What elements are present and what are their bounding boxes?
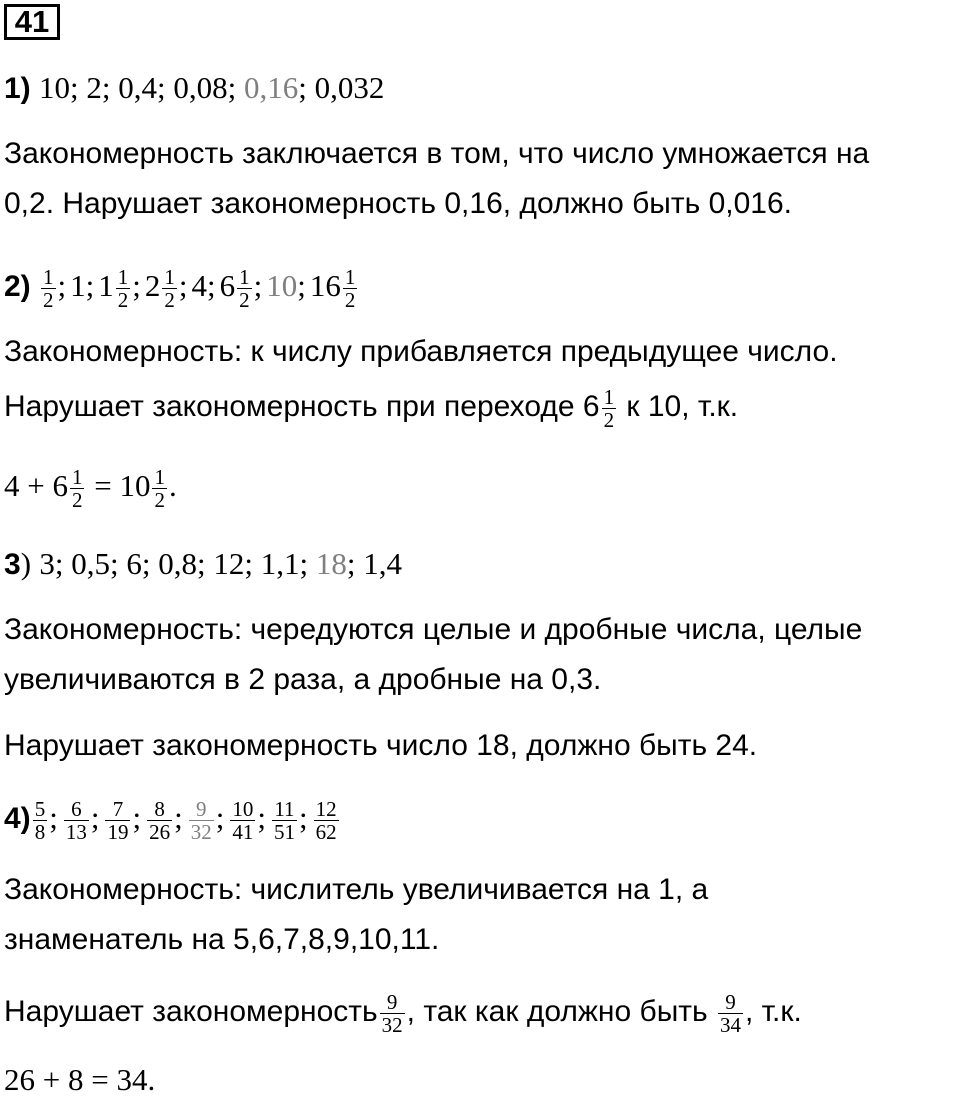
- part2-term: [70, 268, 86, 303]
- part2-fraction-num: 1: [117, 265, 129, 290]
- task-number-badge: 41: [4, 4, 60, 40]
- part3-label: 3: [4, 548, 21, 581]
- part4-wrong-fraction: $\frac{9}{32}$: [381, 989, 403, 1037]
- part2-fraction-num: 1: [344, 265, 356, 290]
- part2-explanation-fraction: $\frac{1}{2}$: [603, 384, 615, 432]
- part4-fractions: [31, 796, 341, 844]
- separator: ;: [90, 800, 100, 835]
- separator: ;: [215, 800, 225, 835]
- part4-fraction-num: 11: [274, 796, 295, 821]
- separator: ;: [298, 800, 308, 835]
- part4-fraction-num: 6: [71, 796, 82, 821]
- part4-fraction-den: 62: [315, 819, 337, 844]
- part4-explanation-1: Закономерность: числитель увеличивается на 1, а: [4, 873, 709, 906]
- part3-number: 1,4: [363, 546, 402, 581]
- part3-explanation-1: Закономерность: чередуются целые и дробные числа, целые: [4, 613, 863, 646]
- part4-explanation-2: знаменатель на 5,6,7,8,9,10,11.: [4, 923, 440, 956]
- part4-fraction-num: 9: [195, 796, 207, 821]
- separator: ;: [174, 800, 183, 835]
- part1-numbers: [39, 70, 384, 105]
- separator: ;: [196, 546, 214, 581]
- part1-sequence: [4, 70, 384, 107]
- part3-number: 18: [315, 546, 347, 581]
- separator: ;: [299, 546, 316, 581]
- part4-sequence: [4, 792, 341, 845]
- part1-label: 1): [4, 72, 31, 105]
- part2-explanation-1: Закономерность: к числу прибавляется предыдущее число.: [4, 335, 838, 368]
- separator: ;: [57, 268, 67, 303]
- separator: ;: [298, 70, 315, 105]
- part2-explanation-2: [4, 384, 738, 431]
- part1-number: 10: [39, 70, 71, 105]
- part4-fraction-num: 7: [112, 796, 124, 821]
- part2-label: 2): [4, 270, 31, 303]
- part3-numbers: [39, 546, 402, 581]
- equation-right-fraction: $\frac{1}{2}$: [154, 465, 165, 513]
- part3-number: 3: [39, 546, 55, 581]
- part1-explanation-1: Закономерность заключается в том, что число умножается на: [4, 137, 870, 170]
- part2-fraction-den: 2: [43, 288, 54, 313]
- part2-term: [192, 268, 208, 303]
- part4-fraction-num: 10: [232, 796, 254, 821]
- part4-fraction-den: 19: [107, 819, 129, 844]
- separator: ;: [178, 268, 188, 303]
- equation-middle: = 10: [94, 468, 151, 503]
- part4-fraction: [314, 798, 339, 843]
- part2-term: [309, 265, 360, 313]
- part4-fraction: [33, 798, 48, 843]
- part4-explanation-3-tail: , т.к.: [744, 995, 802, 1028]
- part2-fraction-num: 1: [239, 265, 250, 290]
- part2-fraction-num: 1: [43, 265, 54, 290]
- part4-fraction-num: 5: [34, 796, 46, 821]
- separator: ;: [109, 546, 127, 581]
- part4-fraction: [189, 798, 214, 843]
- part2-fraction-den: 2: [117, 288, 129, 313]
- separator: ;: [54, 546, 72, 581]
- separator: ;: [157, 70, 174, 105]
- separator: ;: [70, 70, 87, 105]
- part4-explanation-3-middle: , так как должно быть: [406, 995, 708, 1028]
- part4-label: 4): [4, 802, 31, 835]
- part2-whole: 2: [144, 268, 161, 303]
- part4-right-fraction: $\frac{9}{34}$: [719, 989, 741, 1037]
- part4-fraction-den: 41: [232, 819, 254, 844]
- separator: ;: [297, 268, 306, 303]
- equation-left-fraction: $\frac{1}{2}$: [71, 465, 83, 513]
- part2-equation: [4, 462, 177, 511]
- separator: ;: [49, 800, 58, 835]
- part2-whole: 1: [70, 268, 86, 303]
- part4-fraction: [272, 798, 297, 843]
- part2-fraction: [162, 266, 177, 311]
- separator: ;: [101, 70, 119, 105]
- part2-whole: 4: [191, 268, 208, 303]
- part2-fraction: [116, 266, 131, 311]
- separator: ;: [132, 268, 141, 303]
- part4-fraction: [105, 798, 130, 843]
- part2-whole: 10: [266, 268, 298, 303]
- separator: ;: [85, 268, 95, 303]
- part2-fraction-den: 2: [239, 288, 250, 313]
- part2-explanation-2-tail: к 10, т.к.: [626, 390, 739, 423]
- part2-sequence: [4, 262, 359, 311]
- part1-number: 2: [86, 70, 102, 105]
- part4-explanation-3-text: Нарушает закономерность: [4, 995, 378, 1028]
- part2-fraction: [41, 266, 56, 311]
- part4-fraction-den: 32: [190, 819, 212, 844]
- part3-number: 6: [126, 546, 142, 581]
- separator: ;: [346, 546, 364, 581]
- part2-fraction: [343, 266, 358, 311]
- part2-numbers: [39, 265, 359, 313]
- part2-fraction: [237, 266, 252, 311]
- separator: ;: [227, 70, 245, 105]
- part1-number: 0,4: [118, 70, 158, 105]
- part2-term: [39, 265, 58, 313]
- part1-number: 0,032: [314, 70, 385, 105]
- part2-whole: 6: [219, 268, 236, 303]
- equation-end: .: [168, 468, 177, 503]
- separator: ;: [207, 268, 216, 303]
- part3-number: 0,5: [71, 546, 110, 581]
- part3-explanation-2: увеличиваются в 2 раза, а дробные на 0,3.: [4, 663, 602, 696]
- part2-whole: 1: [98, 268, 114, 303]
- part2-fraction-den: 2: [344, 288, 356, 313]
- part2-term: [98, 265, 132, 313]
- part2-term: [144, 265, 179, 313]
- part2-whole: 16: [309, 268, 341, 303]
- part4-fraction: [230, 798, 255, 843]
- separator: ;: [244, 546, 261, 581]
- part1-number: 0,16: [244, 70, 299, 105]
- part4-fraction-den: 26: [149, 819, 171, 844]
- part3-number: 1,1: [260, 546, 300, 581]
- separator: ;: [253, 268, 263, 303]
- part2-term: [219, 265, 254, 313]
- part2-term: [266, 268, 297, 303]
- part3-number: 0,8: [158, 546, 197, 581]
- part4-fraction-den: 8: [34, 819, 46, 844]
- part4-fraction-den: 13: [65, 819, 87, 844]
- part1-number: 0,08: [173, 70, 228, 105]
- separator: ;: [257, 800, 266, 835]
- part3-number: 12: [213, 546, 245, 581]
- part2-fraction-num: 1: [164, 265, 175, 290]
- part4-fraction-num: 8: [154, 796, 165, 821]
- part3-sequence: [4, 546, 402, 583]
- part1-explanation-2: 0,2. Нарушает закономерность 0,16, должно быть 0,016.: [4, 187, 792, 220]
- equation-left: 4 + 6: [4, 468, 68, 503]
- part4-fraction-num: 12: [315, 796, 337, 821]
- part4-fraction-den: 51: [273, 819, 295, 844]
- part3-explanation-3: Нарушает закономерность число 18, должно быть 24.: [4, 729, 758, 762]
- part3-label-paren: ): [20, 546, 32, 581]
- part4-fraction: [64, 798, 89, 843]
- separator: ;: [132, 800, 142, 835]
- part4-equation: 26 + 8 = 34.: [4, 1062, 156, 1097]
- separator: ;: [141, 546, 159, 581]
- part4-fraction: [147, 798, 172, 843]
- part2-explanation-2-text: Нарушает закономерность при переходе 6: [4, 390, 600, 423]
- part2-fraction-den: 2: [164, 288, 175, 313]
- part4-explanation-3: [4, 986, 802, 1038]
